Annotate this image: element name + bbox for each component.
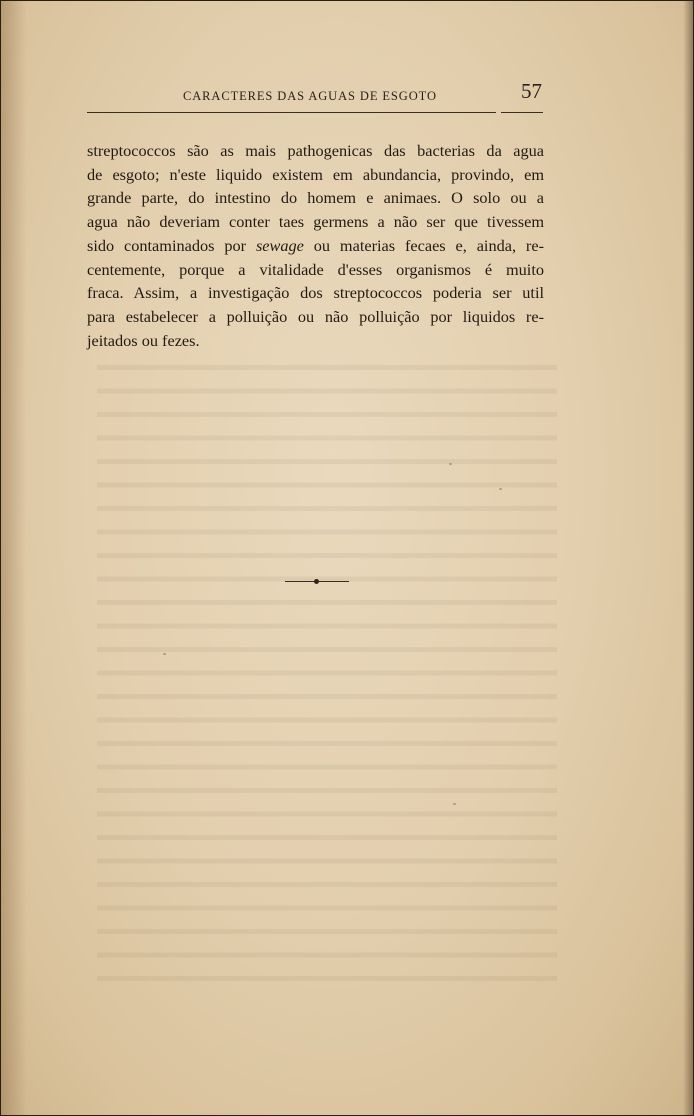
text-segment: sido contaminados por [87, 235, 256, 255]
text-line: streptococcos são as mais pathogenicas das bacterias da agua [87, 141, 544, 160]
paper-speck [449, 463, 452, 465]
text-segment: ou materias fecaes e, ainda, re- [303, 235, 544, 255]
section-divider [285, 579, 349, 585]
paper-speck [453, 803, 456, 805]
text-line: jeitados ou fezes. [87, 330, 200, 350]
text-line: de esgoto; n'este liquido existem em abundancia, provindo, em [87, 164, 544, 184]
italic-term: sewage [255, 235, 304, 255]
paper-speck [499, 488, 502, 490]
running-head: CARACTERES DAS AGUAS DE ESGOTO [183, 89, 437, 103]
text-line [87, 234, 544, 258]
divider-dot [314, 579, 319, 584]
page-number-rule [501, 112, 543, 113]
header-rule [87, 112, 496, 113]
show-through-texture [97, 351, 557, 991]
text-line: agua não deveriam conter taes germens a não ser que tivessem [87, 212, 544, 232]
page-number: 57 [521, 79, 542, 103]
text-line: grande parte, do intestino do homem e animaes. O solo ou a [87, 188, 544, 208]
text-line: centemente, porque a vitalidade d'esses organismos é muito [87, 259, 544, 279]
paper-speck [163, 653, 166, 655]
text-line: fraca. Assim, a investigação dos streptococcos poderia ser util [87, 283, 544, 303]
page-header [87, 79, 544, 109]
text-line: para estabelecer a polluição ou não polluição por liquidos re- [87, 306, 544, 326]
body-paragraph [87, 139, 544, 352]
